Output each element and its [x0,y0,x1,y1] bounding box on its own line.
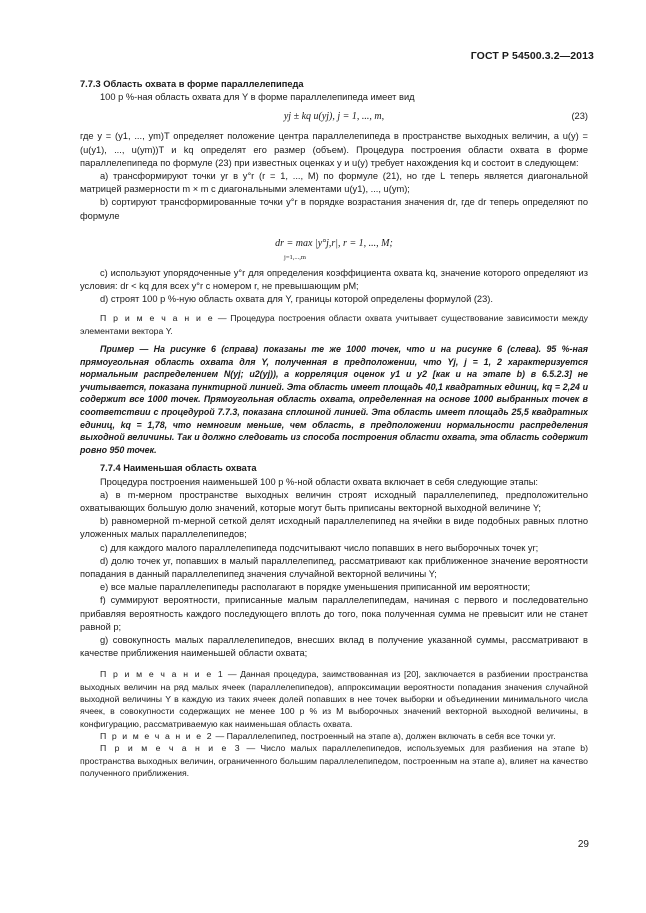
step-c-7-7-4: c) для каждого малого параллелепипеда подсчитывают число попавших в него выборочных точек yr; [100,542,539,553]
page-number: 29 [577,839,589,850]
step-g-7-7-4: g) совокупность малых параллелепипедов, внесших вклад в получение указанной суммы, рассматривают в качестве приближения наименьшей области охвата; [80,635,588,659]
step-b-7-7-3: b) сортируют трансформированные точки y°r в порядке возрастания значения dr, где dr теперь определяют по формуле [80,197,588,221]
note-3-text: — Число малых параллелепипедов, используемых для разбиения на этапе b) пространства выходных величин, ограниченного большим параллелепипедом, построенным на этапе a), влияет на качество полученного приближения. [80,743,588,778]
note-1-text: — Данная процедура, заимствованная из [20], заключается в разбиении пространства выходных величин на ряд малых ячеек (параллелепипедов), аппроксимации вероятности попадания значения случайной выходной величины Y в каждую из таких ячеек долей попавших в нее точек выборки и объединении минимального числа ячеек, в совокупности содержащих не менее 100 p % из M выборочных значений векторной выходной величины, в конфигурацию, рассматриваемую как наименьшая область охвата. [80,669,588,729]
note-2-text: — Параллелепипед, построенный на этапе а), должен включать в себя все точки yr. [213,730,556,741]
note-1-label: П р и м е ч а н и е 1 [100,669,225,680]
note-2-label: П р и м е ч а н и е 2 [100,730,214,741]
step-c-7-7-3: c) используют упорядоченные y°r для определения коэффициента охвата kq, значение которого определяют из условия: dr < kq для всех y°r с номером r, не превышающим pM; [80,267,588,292]
step-a-7-7-4: a) в m-мерном пространстве выходных величин строят исходный параллелепипед, предположительно охватывающих большую долю значений, которые могут быть приписаны векторной выходной величине Y; [80,489,588,513]
equation-23-number: (23) [571,111,588,122]
note-text: — Процедура построения области охвата учитывает существование зависимости между элементами вектора Y. [80,313,588,336]
step-d-7-7-3: d) строят 100 p %-ную область охвата для Y, границы которой определены формулой (23). [100,294,493,305]
note-7-7-3 [80,312,588,337]
step-e-7-7-4: e) все малые параллелепипеды располагают в порядке уменьшения приписанной им вероятности; [100,582,531,593]
section-title-7-7-4: 7.7.4 Наименьшая область охвата [100,463,257,474]
note-1-7-7-4 [80,668,588,729]
equation-23-body: yj ± kq u(yj), j = 1, ..., m, [283,111,385,123]
document-id-header: ГОСТ Р 54500.3.2—2013 [470,50,594,62]
note-3-7-7-4 [80,742,588,779]
note-label: П р и м е ч а н и е [100,313,215,324]
step-a-7-7-3: a) трансформируют точки yr в y°r (r = 1, ..., M) по формуле (21), но где L теперь является диагональной матрицей размерности m × m с диагональными элементами u(y1), ..., u(ym); [80,171,588,195]
section-title-7-7-3: 7.7.3 Область охвата в форме параллелепипеда [80,79,304,89]
step-f-7-7-4: f) суммируют вероятности, приписанные малым параллелепипедам, начиная с первого и последовательно прибавляя вероятность каждого последующего вплоть до того, пока полученная сумма не превысит или не станет равной p; [80,595,588,632]
paragraph-intro-7-7-4: Процедура построения наименьшей 100 p %-ной области охвата включает в себя следующие этапы: [100,476,539,487]
equation-dr-body: dr = max |y°j,r|, r = 1, ..., M; [275,237,393,249]
step-d-7-7-4: d) долю точек yr, попавших в малый параллелепипед, рассматривают как приближенное значение вероятности попадания в данный параллелепипед значения случайной векторной величины Y; [80,555,588,579]
step-b-7-7-4: b) равномерной m-мерной сеткой делят исходный параллелепипед на ячейки в виде подобных равных плотно уложенных малых параллелепипедов; [80,516,588,540]
paragraph-where: где y = (y1, ..., ym)T определяет положение центра параллелепипеда в пространстве выходных величин, а u(y) = (u(y1), ..., u(ym))T и kq определят его размер (объем). Процедура построения области охвата в форме параллелепипеда по формуле (23) при известных оценках y и u(y) требует нахождения kq и состоит в следующем: [80,131,588,168]
paragraph-intro-7-7-3: 100 p %-ная область охвата для Y в форме параллелепипеда имеет вид [100,92,415,103]
equation-dr [80,227,588,263]
note-2-7-7-4 [80,730,588,742]
equation-dr-subscript: j=1,...,m [284,253,306,261]
equation-23 [80,110,588,126]
example-paragraph: Пример — На рисунке 6 (справа) показаны те же 1000 точек, что и на рисунке 6 (слева). 95 %-ная прямоугольная область охвата для Y, полученная в предположении, что Yj, j = 1, 2 характеризуется нормальным распределением N(yj; u2(yj)), а корреляция оценок y1 и y2 [как и на этапе b) в 6.5.2.3] не учитывается, показана пунктирной линией. Эта область имеет площадь 40,1 квадратных единиц, kq = 2,24 и содержит все 1000 точек. Прямоугольная область охвата, определенная на основе 1000 выбранных точек в соответствии с процедурой 7.7.3, показана сплошной линией. Эта область имеет площадь 25,5 квадратных единиц, kq = 1,78, что немногим меньше, чем область, в предположении нормальности распределения выходной величины. Так и должно следовать из способа построения области охвата, эта область содержит ровно 950 точек. [80,344,588,455]
page-content [80,78,588,779]
note-3-label: П р и м е ч а н и е 3 [100,743,242,754]
